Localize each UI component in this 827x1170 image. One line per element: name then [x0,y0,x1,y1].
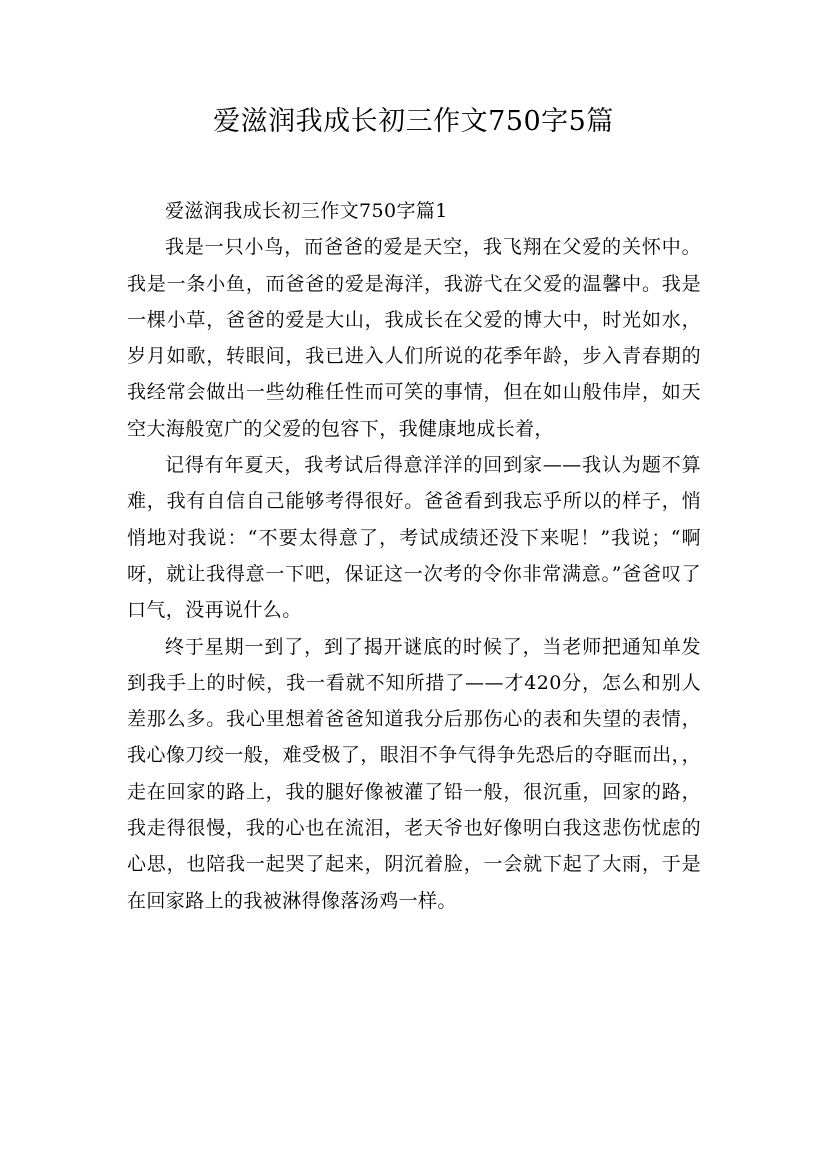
paragraph-2: 记得有年夏天，我考试后得意洋洋的回到家——我认为题不算难，我有自信自己能够考得很好。爸爸看到我忘乎所以的样子，悄悄地对我说：“不要太得意了，考试成绩还没下来呢！”我说；“啊呀，就让我得意一下吧，保证这一次考的令你非常满意。”爸爸叹了口气，没再说什么。 [127,454,701,622]
document-title: 爱滋润我成长初三作文750字5篇 [213,106,614,137]
section-heading: 爱滋润我成长初三作文750字篇1 [165,200,448,222]
paragraph-3: 终于星期一到了，到了揭开谜底的时候了，当老师把通知单发到我手上的时候，我一看就不知所措了——才420分，怎么和别人差那么多。我心里想着爸爸知道我分后那伤心的表和失望的表情，我心像刀绞一般，难受极了，眼泪不争气得争先恐后的夺眶而出，，走在回家的路上，我的腿好像被灌了铅一般，很沉重，回家的路，我走得很慢，我的心也在流泪，老天爷也好像明白我这悲伤忧虑的心思，也陪我一起哭了起来，阴沉着脸，一会就下起了大雨，于是在回家路上的我被淋得像落汤鸡一样。 [127,635,701,912]
paragraph-1: 我是一只小鸟，而爸爸的爱是天空，我飞翔在父爱的关怀中。我是一条小鱼，而爸爸的爱是海洋，我游弋在父爱的温馨中。我是一棵小草，爸爸的爱是大山，我成长在父爱的博大中，时光如水，岁月如歌，转眼间，我已进入人们所说的花季年龄，步入青春期的我经常会做出一些幼稚任性而可笑的事情，但在如山般伟岸，如天空大海般宽广的父爱的包容下，我健康地成长着， [127,236,701,440]
document-body [127,193,701,919]
